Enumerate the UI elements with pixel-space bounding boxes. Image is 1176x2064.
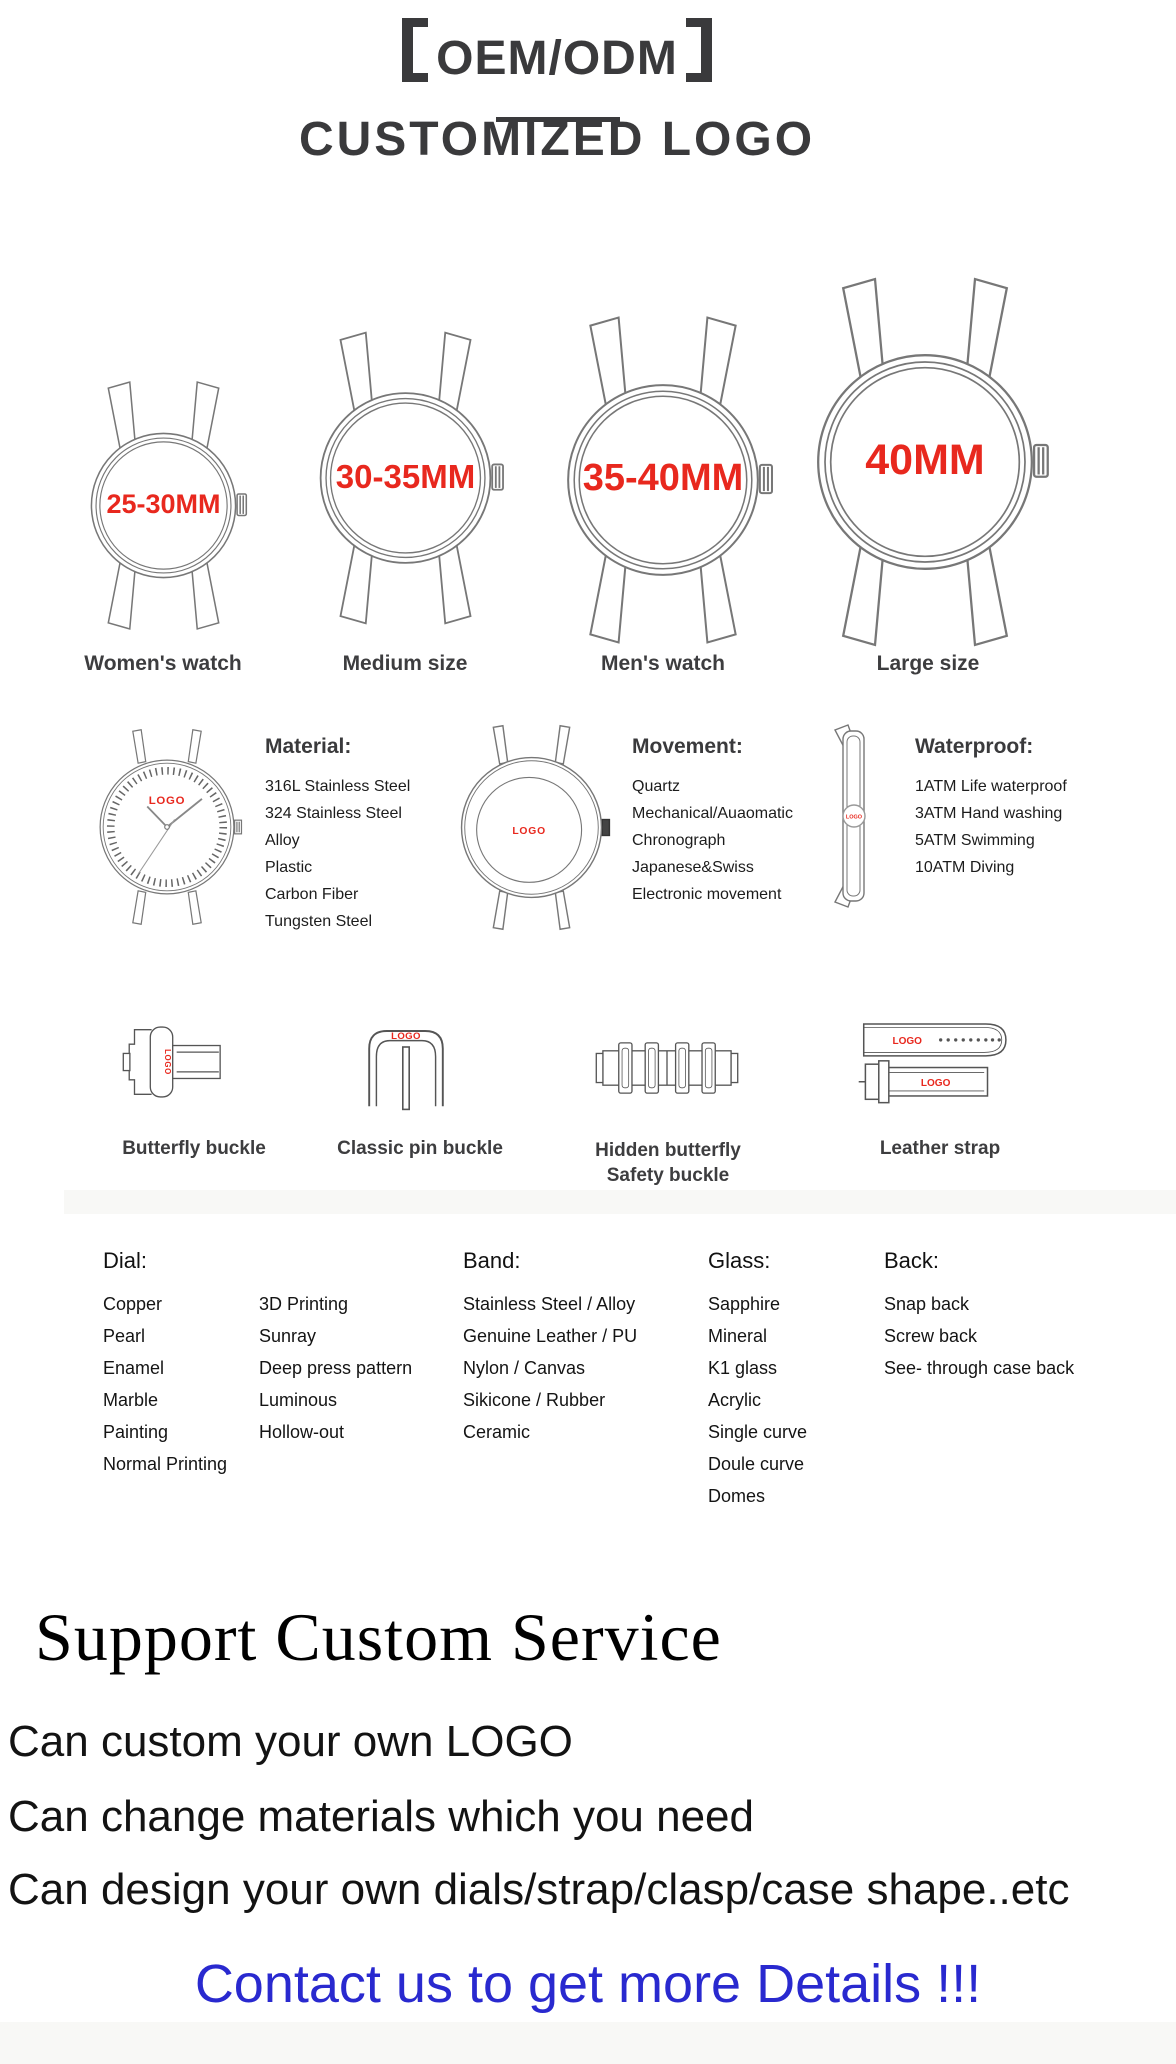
movement-watch-illustration <box>452 724 611 931</box>
feature-item: 10ATM Diving <box>915 859 1015 876</box>
band-options <box>463 1288 637 1448</box>
logo-placeholder-text: LOGO <box>391 1031 421 1042</box>
page-subtitle: CUSTOMIZED LOGO <box>298 113 816 166</box>
option-item: Acrylic <box>708 1390 761 1410</box>
option-item: Pearl <box>103 1326 146 1346</box>
feature-item: Chronograph <box>632 832 726 849</box>
butterfly-buckle-illustration <box>120 1012 232 1112</box>
watch-type-label: Men's watch <box>600 652 726 675</box>
option-item: Sikicone / Rubber <box>463 1390 606 1410</box>
watch-type-label: Women's watch <box>84 652 242 675</box>
option-item: Genuine Leather / PU <box>463 1326 638 1346</box>
feature-item: 5ATM Swimming <box>915 832 1035 849</box>
option-item: Enamel <box>103 1358 165 1378</box>
logo-placeholder-text: LOGO <box>162 1049 172 1075</box>
buckle-label: Classic pin buckle <box>337 1138 503 1159</box>
option-item: Doule curve <box>708 1454 805 1474</box>
custom-line-1: Can custom your own LOGO <box>8 1717 573 1766</box>
option-item: Marble <box>103 1390 159 1410</box>
watch-size-label: 40MM <box>865 436 985 484</box>
option-item: K1 glass <box>708 1358 778 1378</box>
watch-type-label: Large size <box>876 652 980 675</box>
feature-item: Carbon Fiber <box>265 886 359 903</box>
feature-list-material <box>265 773 410 935</box>
option-item: Luminous <box>259 1390 338 1410</box>
feature-item: 3ATM Hand washing <box>915 805 1063 822</box>
logo-placeholder-text: LOGO <box>845 814 863 821</box>
logo-placeholder-text: LOGO <box>512 825 546 837</box>
option-item: Normal Printing <box>103 1454 228 1474</box>
dial-options-col2 <box>259 1288 412 1448</box>
feature-item: 1ATM Life waterproof <box>915 778 1067 795</box>
watch-size-label: 30-35MM <box>335 458 476 495</box>
custom-service-headline: Support Custom Service <box>35 1599 722 1675</box>
feature-item: Electronic movement <box>632 886 782 903</box>
material-watch-illustration <box>91 728 243 926</box>
option-item: 3D Printing <box>259 1294 349 1314</box>
watch-size-label: 35-40MM <box>582 457 744 499</box>
leather-strap-illustration <box>853 1014 1025 1106</box>
feature-title-waterproof: Waterproof: <box>915 735 1034 758</box>
size-watch-large <box>800 274 1050 650</box>
feature-list-movement <box>632 773 793 908</box>
custom-line-3: Can design your own dials/strap/clasp/case shape..etc <box>8 1865 1070 1914</box>
buckle-label: Leather strap <box>879 1138 1001 1159</box>
section-band <box>64 1190 1176 1214</box>
option-item: Sunray <box>259 1326 317 1346</box>
hidden-buckle-illustration <box>591 1030 743 1106</box>
buckle-label-line2: Safety buckle <box>606 1165 730 1186</box>
option-item: Stainless Steel / Alloy <box>463 1294 636 1314</box>
logo-placeholder-text: LOGO <box>892 1036 922 1048</box>
feature-item: 324 Stainless Steel <box>265 805 402 822</box>
option-title-dial: Dial: <box>103 1248 148 1273</box>
feature-list-waterproof <box>915 773 1067 881</box>
contact-cta: Contact us to get more Details !!! <box>194 1954 982 2014</box>
feature-item: Mechanical/Auaomatic <box>632 805 793 822</box>
custom-line-2: Can change materials which you need <box>8 1792 755 1841</box>
option-item: Domes <box>708 1486 766 1506</box>
option-item: Ceramic <box>463 1422 531 1442</box>
watch-size-label: 25-30MM <box>106 489 221 519</box>
logo-placeholder-text: LOGO <box>148 795 186 808</box>
logo-placeholder-text: LOGO <box>920 1077 951 1089</box>
dial-options-col1 <box>103 1288 227 1480</box>
option-item: Nylon / Canvas <box>463 1358 586 1378</box>
glass-options <box>708 1288 807 1512</box>
option-item: Mineral <box>708 1326 768 1346</box>
option-item: Deep press pattern <box>259 1358 413 1378</box>
page-title-text: OEM/ODM <box>436 32 678 85</box>
option-item: Painting <box>103 1422 169 1442</box>
option-title-band: Band: <box>463 1248 521 1273</box>
page-title <box>0 18 1114 86</box>
watch-type-label: Medium size <box>342 652 468 675</box>
lenticular-bracket-left-icon <box>402 18 428 82</box>
option-item: See- through case back <box>884 1358 1075 1378</box>
feature-item: Japanese&Swiss <box>632 859 754 876</box>
feature-item: Quartz <box>632 778 681 795</box>
option-title-back: Back: <box>884 1248 940 1273</box>
feature-item: Tungsten Steel <box>265 913 373 930</box>
option-item: Hollow-out <box>259 1422 345 1442</box>
back-options <box>884 1288 1074 1384</box>
feature-title-material: Material: <box>265 735 352 758</box>
waterproof-watch-illustration <box>830 723 874 909</box>
size-watch-mens <box>552 313 774 647</box>
buckle-label <box>558 1138 778 1188</box>
feature-item: Plastic <box>265 859 313 876</box>
pin-buckle-illustration <box>358 1022 454 1112</box>
size-watch-medium <box>306 329 505 627</box>
strap-holes <box>939 1038 1001 1041</box>
feature-item: 316L Stainless Steel <box>265 778 411 795</box>
option-item: Sapphire <box>708 1294 781 1314</box>
option-item: Snap back <box>884 1294 970 1314</box>
option-item: Copper <box>103 1294 163 1314</box>
feature-title-movement: Movement: <box>632 735 743 758</box>
option-item: Single curve <box>708 1422 808 1442</box>
option-item: Screw back <box>884 1326 978 1346</box>
feature-item: Alloy <box>265 832 300 849</box>
buckle-label: Butterfly buckle <box>122 1138 266 1159</box>
option-title-glass: Glass: <box>708 1248 771 1273</box>
bottom-strip <box>0 2022 1176 2064</box>
lenticular-bracket-right-icon <box>686 18 712 82</box>
size-watch-small <box>79 379 248 632</box>
buckle-label-line1: Hidden butterfly <box>595 1140 741 1161</box>
